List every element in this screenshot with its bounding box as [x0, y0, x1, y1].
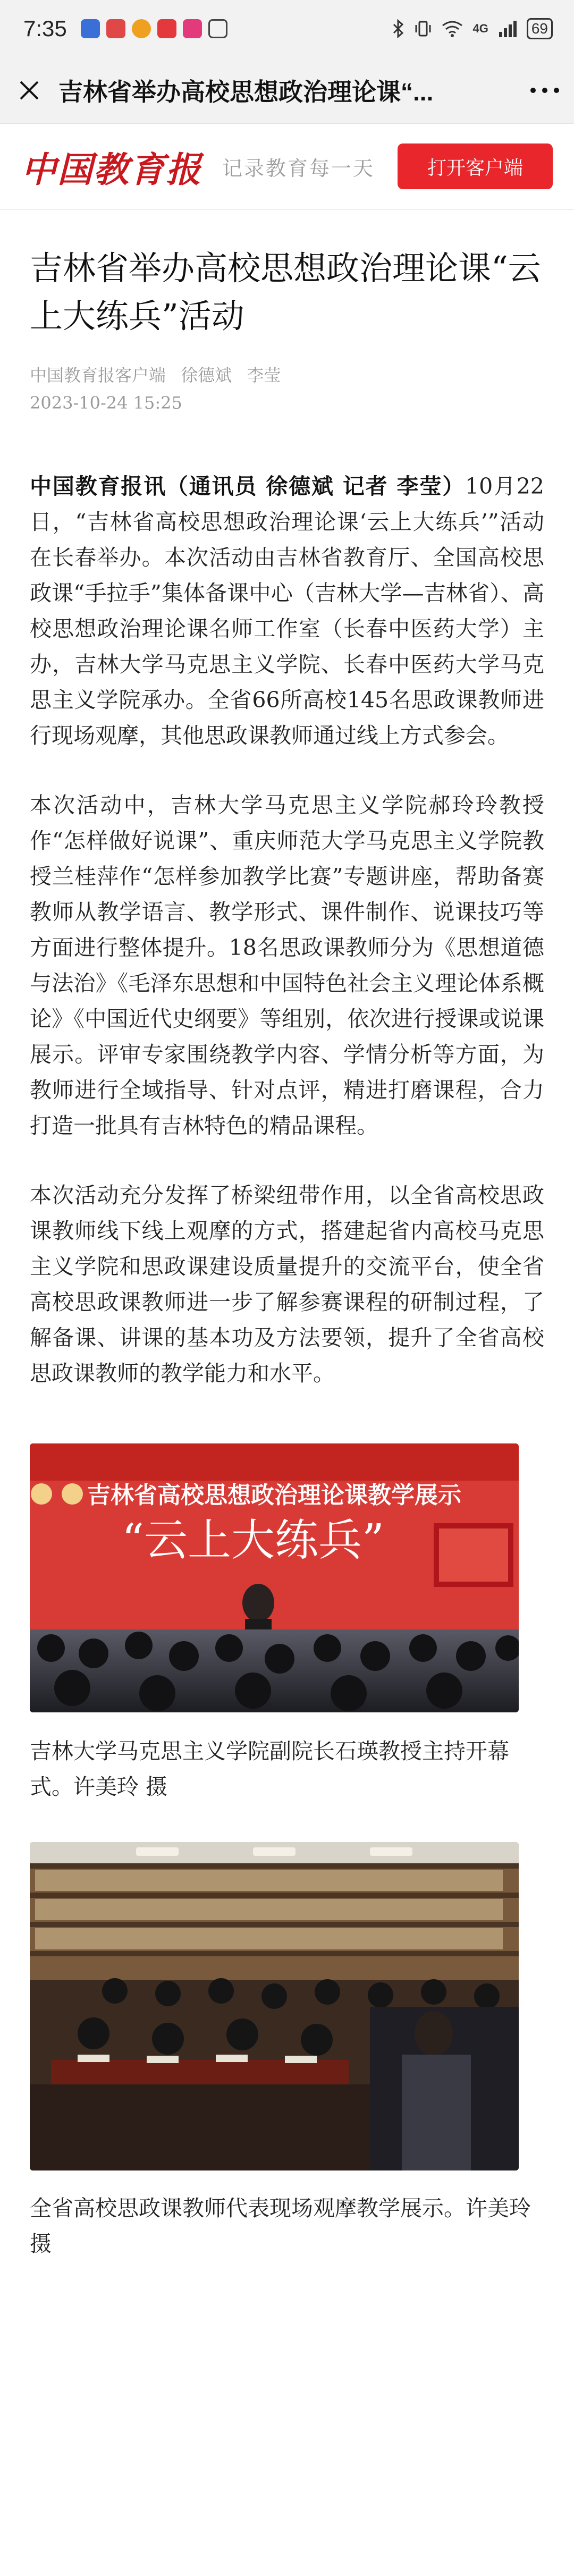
article	[30, 244, 544, 2262]
vibrate-icon	[414, 20, 432, 38]
wifi-icon	[442, 20, 463, 37]
photo-caption: 吉林大学马克思主义学院副院长石瑛教授主持开幕式。许美玲 摄	[30, 1738, 509, 1800]
app-notification-icon	[81, 19, 100, 38]
article-source[interactable]: 中国教育报客户端	[30, 365, 166, 385]
audience-image	[30, 1842, 519, 2170]
status-time: 7:35	[23, 16, 67, 41]
article-author: 李莹	[247, 365, 281, 385]
status-bar	[0, 0, 574, 57]
banner-text: 吉林省高校思想政治理论课教学展示	[87, 1482, 461, 1509]
article-date: 2023-10-24 15:25	[30, 393, 182, 413]
app-notification-icon	[157, 19, 176, 38]
bluetooth-icon	[392, 19, 404, 38]
more-icon	[529, 87, 561, 94]
brand-slogan: 记录教育每一天	[222, 157, 375, 180]
open-app-button[interactable]: 打开客户端	[398, 143, 553, 189]
battery-indicator: 69	[527, 18, 553, 39]
nfc-icon	[208, 19, 227, 38]
close-button[interactable]	[0, 57, 58, 123]
app-notification-icon	[106, 19, 125, 38]
close-icon	[18, 79, 41, 102]
system-icons	[392, 18, 553, 39]
brand-logo: 中国教育报	[21, 148, 202, 190]
article-paragraph: 本次活动中，吉林大学马克思主义学院郝玲玲教授作“怎样做好说课”、重庆师范大学马克思主义学院教授兰桂萍作“怎样参加教学比赛”专题讲座，帮助备赛教师从教学语言、教学形式、课件制作、说课技巧等方面进行整体提升。18名思政课教师分为《思想道德与法治》《毛泽东思想和中国特色社会主义理论体系概论》《中国近代史纲要》等组别，依次进行授课或说课展示。评审专家围绕教学内容、学情分析等方面，为教师进行全域指导、针对点评，精进打磨课程，合力打造一批具有吉林特色的精品课程。	[30, 792, 544, 1138]
network-label: 4G	[472, 22, 488, 35]
app-notification-icon	[183, 19, 202, 38]
nav-title: 吉林省举办高校思想政治理论课“...	[58, 78, 434, 106]
article-lead: 中国教育报讯（通讯员 徐德斌 记者 李莹）	[30, 474, 466, 499]
article-photo[interactable]	[30, 1842, 519, 2170]
paragraph-text: 10月22日，“吉林省高校思想政治理论课‘云上大练兵’”活动在长春举办。本次活动由吉林省教育厅、全国高校思政课“手拉手”集体备课中心（吉林大学—吉林省）、高校思想政治理论课名师工作室（长春中医药大学）主办，吉林大学马克思主义学院、长春中医药大学马克思主义学院承办。全省66所高校145名思政课教师进行现场观摩，其他思政课教师通过线上方式参会。	[30, 474, 544, 748]
app-notification-icon	[132, 19, 151, 38]
article-paragraph: 本次活动充分发挥了桥梁纽带作用，以全省高校思政课教师线下线上观摩的方式，搭建起省内高校马克思主义学院和思政课建设质量提升的交流平台，使全省高校思政课教师进一步了解参赛课程的研制过程，了解备课、讲课的基本功及方法要领，提升了全省高校思政课教师的教学能力和水平。	[30, 1183, 544, 1386]
article-author: 徐德斌	[181, 365, 232, 385]
signal-icon	[498, 20, 517, 37]
nav-bar	[0, 57, 574, 124]
article-paragraph	[30, 469, 544, 754]
article-photo[interactable]	[30, 1443, 519, 1712]
banner-slogan: “云上大练兵”	[122, 1515, 384, 1566]
more-button[interactable]	[516, 87, 574, 94]
article-meta	[30, 361, 544, 417]
brand-bar	[0, 124, 574, 210]
notification-icons	[81, 19, 227, 38]
article-title: 吉林省举办高校思想政治理论课“云上大练兵”活动	[30, 249, 541, 335]
opening-ceremony-image	[30, 1443, 519, 1712]
photo-caption: 全省高校思政课教师代表现场观摩教学展示。许美玲 摄	[30, 2195, 531, 2257]
